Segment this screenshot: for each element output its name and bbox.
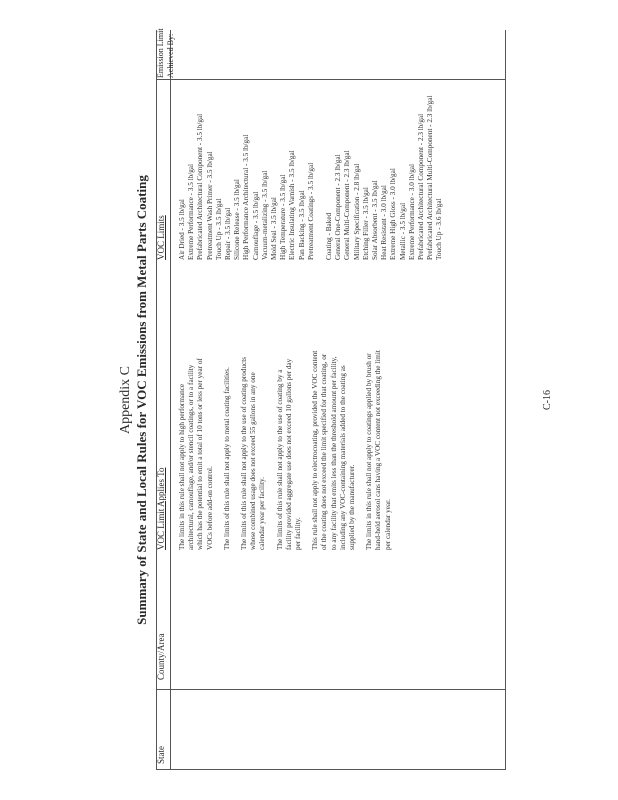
voc-limit-line: Extreme High Gloss - 3.0 lb/gal	[389, 168, 398, 260]
col-rule-5	[156, 79, 506, 80]
voc-limits-cell	[178, 85, 445, 260]
column-header-achieved-by: Emission Limit Achieved By:	[156, 28, 175, 78]
voc-limit-line: Mold Seal - 3.5 lb/gal	[270, 197, 279, 260]
applies-to-paragraph: This rule shall not apply to electrocoating, provided the VOC content of the coating does not exceed the limit specified for that coating, or to any facility that emits less than the threshold amount per facility, including any VOC-containing materials added to the coating as supplied by the manufacturer.	[311, 350, 357, 550]
document-title: Summary of State and Local Rules for VOC Emissions from Metal Parts Coating	[134, 175, 149, 625]
voc-limit-line: Coating - Baked	[325, 212, 334, 260]
applies-to-paragraph: The limits of this rule shall not apply to metal coating facilities.	[222, 367, 231, 550]
voc-limit-line: General Multi-Component - 2.3 lb/gal	[343, 150, 352, 260]
voc-limit-line: Metallic - 3.5 lb/gal	[398, 202, 407, 260]
header-rule	[170, 30, 171, 770]
voc-limit-line: Prefabricated Architectural Component - 3.5 lb/gal	[196, 113, 205, 260]
voc-limit-line: Heat Resistant - 3.0 lb/gal	[380, 185, 389, 260]
applies-to-paragraph: The limits of this rule shall not apply to the use of coating products whose combined usage does not exceed 55 gallons in any one calendar year per facility.	[240, 356, 267, 550]
voc-limit-line: General One-Component - 2.3 lb/gal	[334, 154, 343, 260]
appendix-label: Appendix C	[118, 365, 133, 435]
applies-to-paragraph: The limits in this rule shall not apply to high performance architectural, camouflage, and/or stencil coatings, or to a facility which has the potential to emit a total of 10 tons or less per year of VOCs before add-on control.	[178, 358, 214, 550]
voc-limit-line: Solar Absorbent - 3.5 lb/gal	[371, 180, 380, 260]
col-rule-2	[156, 689, 506, 690]
voc-limit-line: Prefabricated Architectural Component - 2.3 lb/gal	[417, 113, 426, 260]
applies-to-paragraph: The limits in this rule shall not apply to coatings applied by brush or hand-held aerosol cans having a VOC content not exceeding the limit per calendar year.	[365, 350, 392, 550]
voc-limit-line: Camouflage - 3.5 lb/gal	[251, 191, 260, 260]
voc-limit-spacer	[316, 85, 325, 260]
voc-limit-line: Extreme Performance - 3.0 lb/gal	[407, 164, 416, 260]
column-header-applies-to: VOC Limit Applies To	[156, 467, 166, 550]
applies-to-cell	[178, 350, 393, 550]
column-header-state: State	[156, 746, 166, 764]
page-number: C-16	[542, 390, 553, 410]
column-header-county: County/Area	[156, 633, 166, 680]
voc-limit-line: High Performance Architectural - 3.5 lb/gal	[242, 134, 251, 260]
voc-limit-line: Prefabricated Architectural Multi-Component - 2.3 lb/gal	[426, 95, 435, 260]
voc-limit-line: Pretreatment Coatings - 3.5 lb/gal	[306, 162, 315, 260]
col-rule-1	[156, 769, 506, 770]
voc-limit-line: Repair - 3.5 lb/gal	[224, 207, 233, 260]
rules-table	[156, 0, 506, 800]
voc-limit-line: Touch Up - 3.6 lb/gal	[435, 198, 444, 260]
voc-limit-line: High Temperature - 3.5 lb/gal	[279, 174, 288, 260]
voc-limit-line: Electric Insulating Varnish - 3.5 lb/gal	[288, 150, 297, 260]
voc-limit-line: Pretreatment Wash Primer - 3.5 lb/gal	[205, 151, 214, 260]
voc-limit-line: Pan Backing - 3.5 lb/gal	[297, 190, 306, 260]
voc-limit-line: Vacuum-metalizing - 3.5 lb/gal	[260, 170, 269, 260]
voc-limit-line: Air Dried - 3.5 lb/gal	[178, 199, 186, 260]
applies-to-paragraph: The limits of this rule shall not apply to the use of coating by a facility provided aggregate use does not exceed 10 gallons per day per facility.	[275, 358, 303, 550]
table-bottom-rule	[505, 30, 506, 770]
voc-limit-line: Silicone Release - 3.5 lb/gal	[233, 179, 242, 260]
voc-limit-line: Etching Filler - 3.5 lb/gal	[361, 187, 370, 260]
voc-limit-line: Touch Up - 3.5 lb/gal	[214, 198, 223, 260]
voc-limit-line: Military Specification - 2.8 lb/gal	[352, 163, 361, 260]
column-header-voc-limits: VOC Limits	[156, 215, 166, 260]
page-header	[118, 0, 149, 800]
voc-limit-line: Extreme Performance - 3.5 lb/gal	[187, 164, 196, 260]
